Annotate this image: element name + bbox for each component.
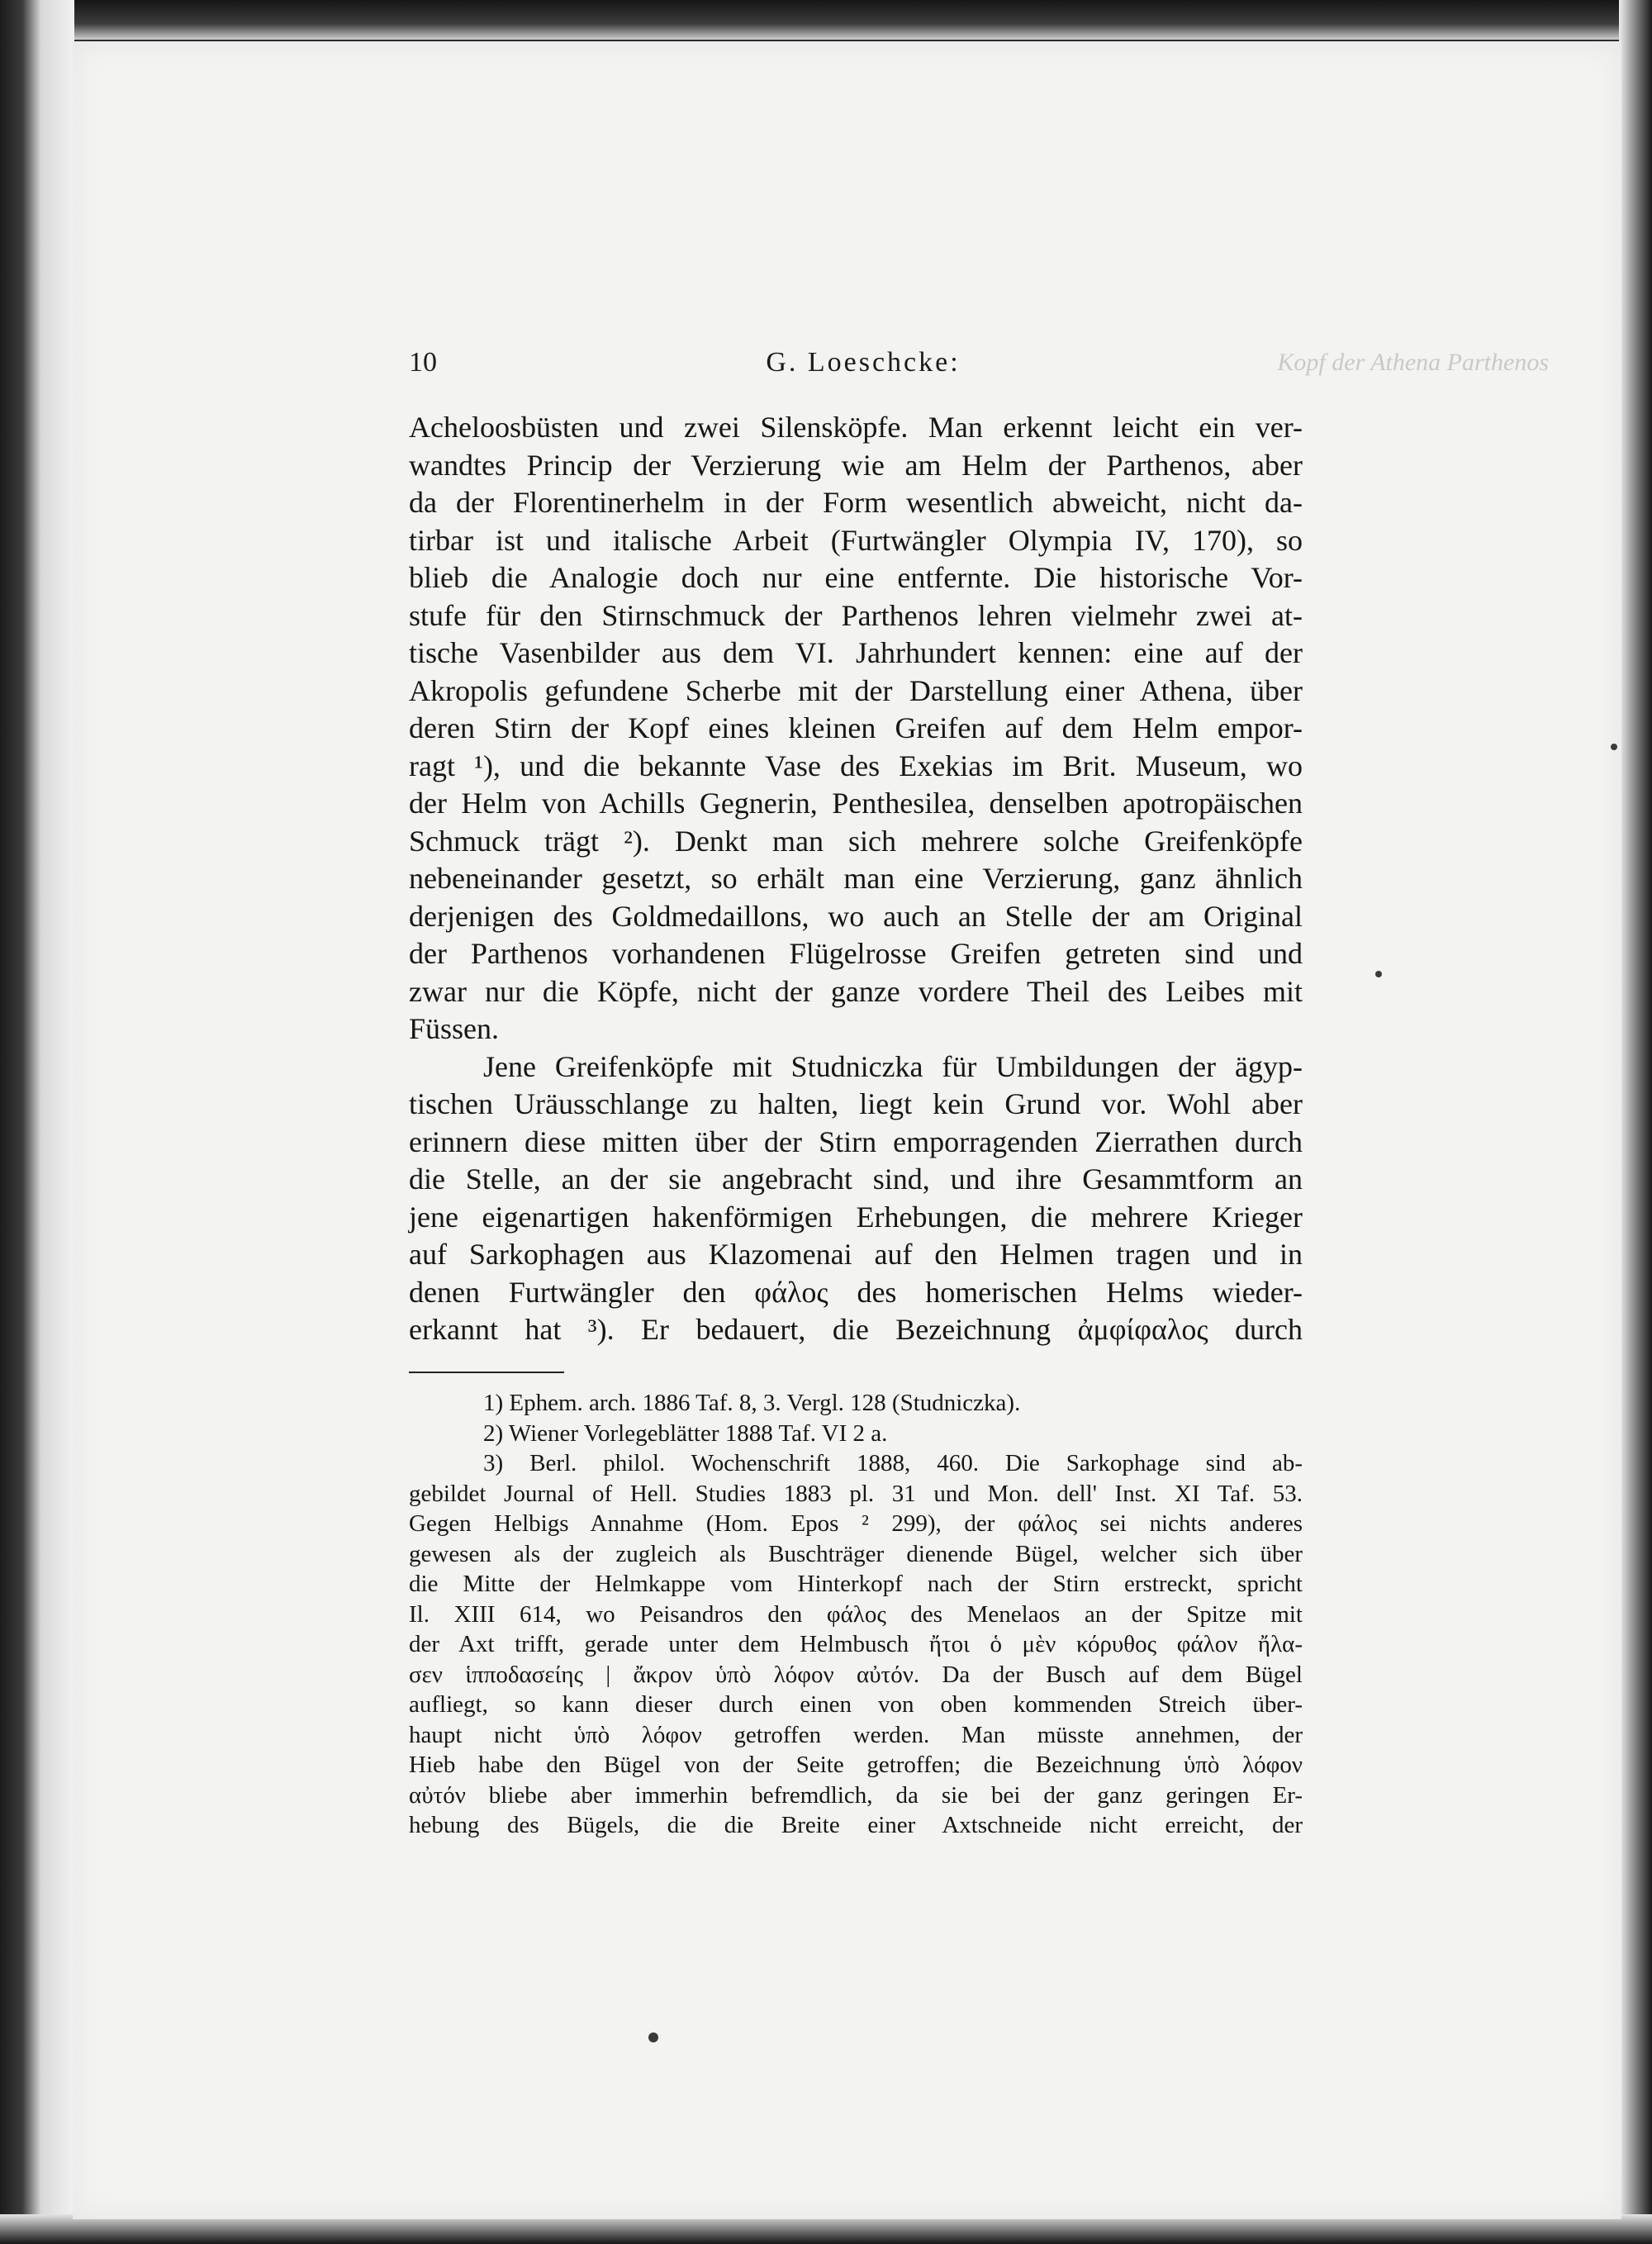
- body-line: die Stelle, an der sie angebracht sind, und ihre Gesammtform an: [409, 1162, 1303, 1196]
- footnote-line: Hieb habe den Bügel von der Seite getroffen; die Bezeichnung ὑπὸ λόφον: [409, 1752, 1303, 1778]
- footnote-line: Il. XIII 614, wo Peisandros den φάλος des Menelaos an der Spitze mit: [409, 1600, 1303, 1628]
- scan-speck: [648, 2032, 658, 2042]
- scan-right-edge: [1619, 0, 1652, 2244]
- body-line: stufe für den Stirnschmuck der Parthenos lehren vielmehr zwei at-: [409, 598, 1303, 632]
- body-line: jene eigenartigen hakenförmigen Erhebungen, die mehrere Krieger: [409, 1200, 1303, 1234]
- body-line: deren Stirn der Kopf eines kleinen Greifen auf dem Helm empor-: [409, 711, 1303, 744]
- page-header: [409, 347, 1549, 388]
- footnote-line: 3) Berl. philol. Wochenschrift 1888, 460. Die Sarkophage sind ab-: [483, 1450, 1303, 1476]
- show-through-head: Kopf der Athena Parthenos: [1277, 349, 1549, 376]
- footnote-line: Gegen Helbigs Annahme (Hom. Epos ² 299), der φάλος sei nichts anderes: [409, 1510, 1303, 1537]
- footnote-line: gebildet Journal of Hell. Studies 1883 pl. 31 und Mon. dell' Inst. XI Taf. 53.: [409, 1480, 1303, 1507]
- body-line: Füssen.: [409, 1012, 500, 1045]
- footnote-line: der Axt trifft, gerade unter dem Helmbusch ἤτοι ὁ μὲν κόρυθος φάλον ἤλα-: [409, 1631, 1303, 1657]
- body-line: tische Vasenbilder aus dem VI. Jahrhundert kennen: eine auf der: [409, 636, 1303, 669]
- footnotes: [409, 1388, 1303, 1841]
- body-line: Akropolis gefundene Scherbe mit der Darstellung einer Athena, über: [409, 673, 1303, 707]
- footnote-line: hebung des Bügels, die die Breite einer Axtschneide nicht erreicht, der: [409, 1812, 1303, 1838]
- body-line: nebeneinander gesetzt, so erhält man eine Verzierung, ganz ähnlich: [409, 862, 1303, 895]
- main-text: [409, 409, 1303, 1349]
- body-line: denen Furtwängler den φάλος des homerischen Helms wieder-: [409, 1275, 1303, 1309]
- footnote-rule: [409, 1372, 564, 1373]
- body-line: der Parthenos vorhandenen Flügelrosse Greifen getreten sind und: [409, 937, 1303, 970]
- body-line: derjenigen des Goldmedaillons, wo auch an Stelle der am Original: [409, 899, 1303, 933]
- scan-speck: [1375, 971, 1382, 977]
- scan-left-edge: [0, 0, 74, 2244]
- body-line: blieb die Analogie doch nur eine entfernte. Die historische Vor-: [409, 561, 1303, 594]
- footnote-line: aufliegt, so kann dieser durch einen von oben kommenden Streich über-: [409, 1691, 1303, 1718]
- page-number: 10: [409, 347, 437, 378]
- body-line: erkannt hat ³). Er bedauert, die Bezeichnung ἀμφίφαλος durch: [409, 1313, 1303, 1346]
- footnote-line: gewesen als der zugleich als Buschträger dienende Bügel, welcher sich über: [409, 1540, 1303, 1567]
- body-line: tirbar ist und italische Arbeit (Furtwängler Olympia IV, 170), so: [409, 523, 1303, 557]
- body-line: zwar nur die Köpfe, nicht der ganze vordere Theil des Leibes mit: [409, 974, 1303, 1008]
- running-head: G. Loeschcke:: [766, 347, 961, 378]
- body-line: auf Sarkophagen aus Klazomenai auf den Helmen tragen und in: [409, 1238, 1303, 1271]
- scan-top-edge: [0, 0, 1652, 40]
- footnote-line: 2) Wiener Vorlegeblätter 1888 Taf. VI 2 a.: [483, 1419, 888, 1447]
- footnote-line: 1) Ephem. arch. 1886 Taf. 8, 3. Vergl. 128 (Studniczka).: [483, 1390, 1021, 1416]
- footnote-line: σεν ἱπποδασείης | ἄκρον ὑπὸ λόφον αὐτόν. Da der Busch auf dem Bügel: [409, 1661, 1303, 1688]
- body-line: erinnern diese mitten über der Stirn emporragenden Zierrathen durch: [409, 1124, 1303, 1158]
- body-line: da der Florentinerhelm in der Form wesentlich abweicht, nicht da-: [409, 486, 1303, 519]
- body-line: ragt ¹), und die bekannte Vase des Exekias im Brit. Museum, wo: [409, 749, 1303, 782]
- footnote-line: die Mitte der Helmkappe vom Hinterkopf nach der Stirn erstreckt, spricht: [409, 1571, 1303, 1597]
- scan-speck: [1611, 744, 1617, 750]
- body-line: Schmuck trägt ²). Denkt man sich mehrere solche Greifenköpfe: [409, 824, 1303, 858]
- body-line: Acheloosbüsten und zwei Silensköpfe. Man erkennt leicht ein ver-: [409, 411, 1303, 444]
- body-line: tischen Uräusschlange zu halten, liegt kein Grund vor. Wohl aber: [409, 1087, 1303, 1120]
- footnote-line: αὐτόν bliebe aber immerhin befremdlich, da sie bei der ganz geringen Er-: [409, 1781, 1303, 1809]
- body-line: Jene Greifenköpfe mit Studniczka für Umbildungen der ägyp-: [483, 1049, 1303, 1083]
- footnote-line: haupt nicht ὑπὸ λόφον getroffen werden. Man müsste annehmen, der: [409, 1721, 1303, 1748]
- body-line: der Helm von Achills Gegnerin, Penthesilea, denselben apotropäischen: [409, 787, 1303, 820]
- body-line: wandtes Princip der Verzierung wie am Helm der Parthenos, aber: [409, 448, 1303, 482]
